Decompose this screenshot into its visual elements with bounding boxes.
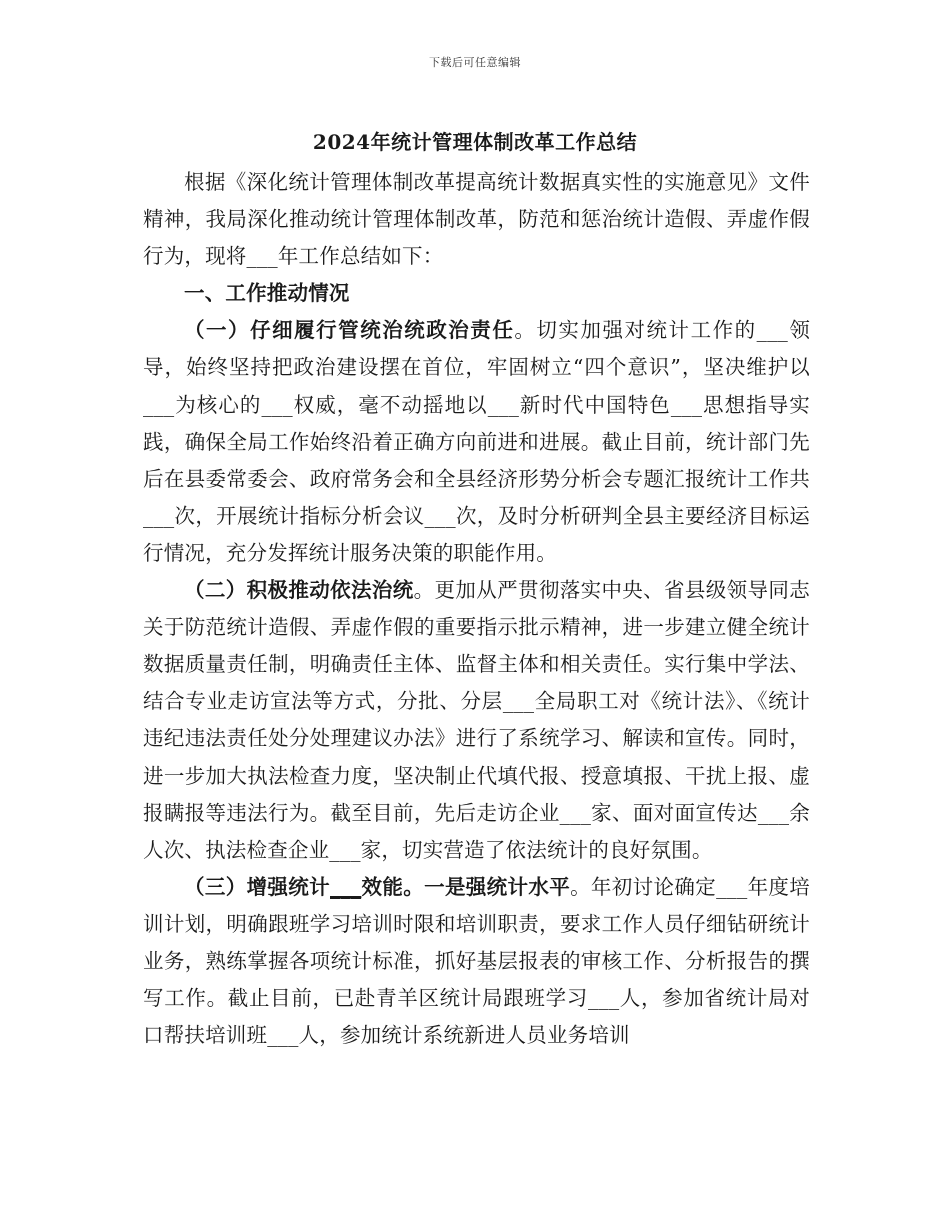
paragraph-2-heading: （二）积极推动依法治统 — [184, 578, 414, 603]
paragraph-2-body: 。更加从严贯彻落实中央、省县级领导同志关于防范统计造假、弄虚作假的重要指示批示精神，进一步建立健全统计数据质量责任制，明确责任主体、监督主体和相关责任。实行集中学法、结合专业走访宣法等方式，分批、分层___全局职工对《统计法》、《统计违纪违法责任处分处理建议办法》进行了系统学习、解读和宣传。同时，进一步加大执法检查力度，坚决制止代填代报、授意填报、干扰上报、虚报瞒报等违法行为。截至目前，先后走访企业___家、面对面宣传达___余人次、执法检查企业___家，切实营造了依法统计的良好氛围。 — [143, 578, 810, 862]
intro-paragraph: 根据《深化统计管理体制改革提高统计数据真实性的实施意见》文件精神，我局深化推动统计管理体制改革，防范和惩治统计造假、弄虚作假行为，现将___年工作总结如下： — [143, 170, 810, 269]
section-heading-text: 一、工作推动情况 — [184, 281, 350, 306]
paragraph-3-heading-blank: ___ — [330, 874, 362, 899]
document-body — [143, 164, 810, 1054]
paragraph-1 — [143, 312, 810, 572]
paragraph-2 — [143, 572, 810, 869]
paragraph-1-body: 。切实加强对统计工作的___领导，始终坚持把政治建设摆在首位，牢固树立“四个意识”，坚决维护以___为核心的___权威，毫不动摇地以___新时代中国特色___思想指导实践，确保全局工作始终沿着正确方向前进和进展。截止目前，统计部门先后在县委常委会、政府常务会和全县经济形势分析会专题汇报统计工作共___次，开展统计指标分析会议___次，及时分析研判全县主要经济目标运行情况，充分发挥统计服务决策的职能作用。 — [143, 318, 811, 565]
paragraph-1-heading: （一）仔细履行管统治统政治责任 — [184, 318, 515, 343]
paragraph-3-heading-b: 效能。一是强统计水平 — [361, 874, 571, 899]
paragraph-3-heading-a: （三）增强统计 — [184, 874, 330, 899]
document-title: 2024年统计管理体制改革工作总结 — [312, 130, 638, 154]
paragraph-3 — [143, 869, 810, 1054]
page-header-note: 下载后可任意编辑 — [429, 56, 521, 69]
section-heading — [143, 275, 810, 312]
paragraph-3-body: 。年初讨论确定___年度培训计划，明确跟班学习培训时限和培训职责，要求工作人员仔细钻研统计业务，熟练掌握各项统计标准，抓好基层报表的审核工作、分析报告的撰写工作。截止目前，已赴青羊区统计局跟班学习___人，参加省统计局对口帮扶培训班___人，参加统计系统新进人员业务培训 — [143, 874, 810, 1048]
